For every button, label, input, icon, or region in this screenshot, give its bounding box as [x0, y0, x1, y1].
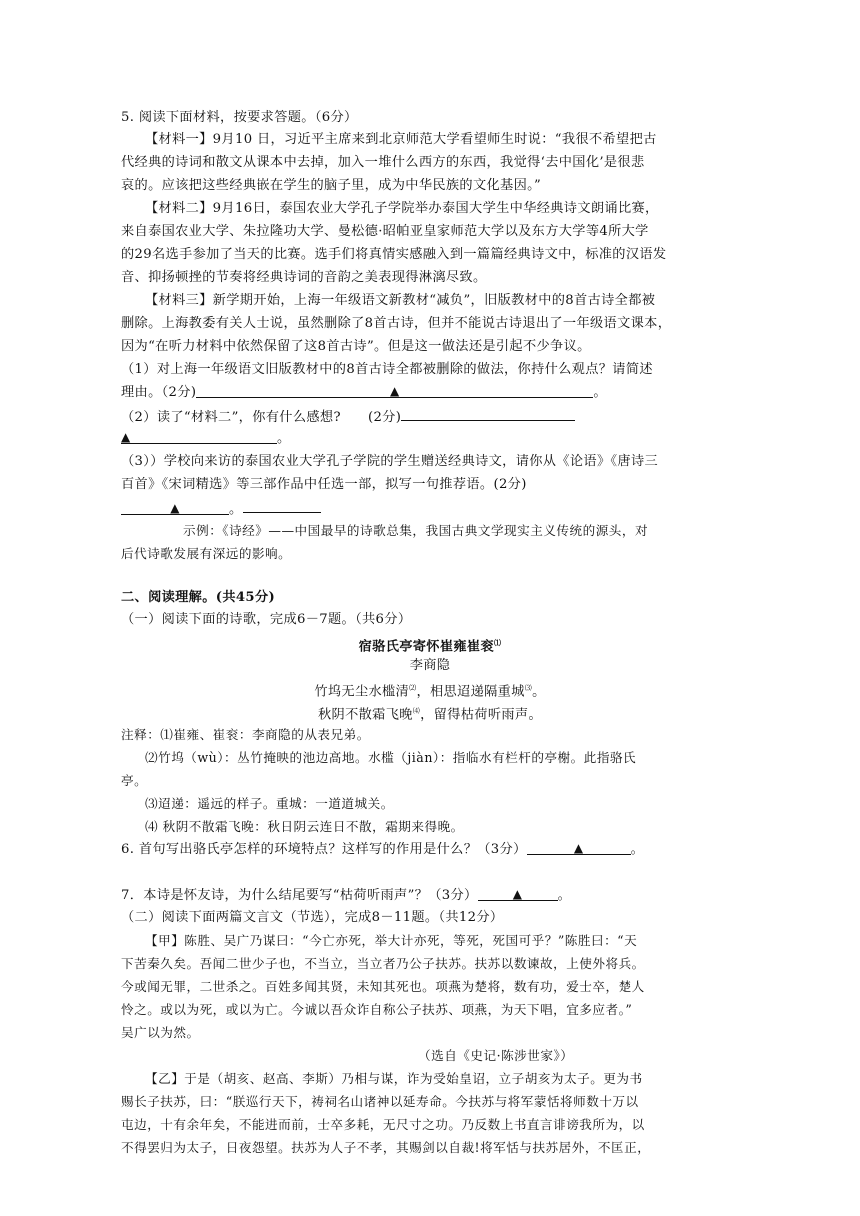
answer-blank[interactable]: [478, 886, 558, 901]
answer-blank[interactable]: [121, 500, 229, 515]
subquestion-1: （1）对上海一年级语文旧版教材中的8首古诗全都被删除的做法，你持什么观点？请简述: [121, 362, 653, 377]
answer-blank[interactable]: [243, 498, 321, 513]
answer-blank[interactable]: [401, 406, 575, 421]
material1-line: 哀的。应该把这些经典嵌在学生的脑子里，成为中华民族的文化基因。”: [121, 178, 542, 193]
passage-yi-line: 屯边，十有余年矣，不能进而前，士卒多耗，无尺寸之功。乃反数上书直言诽谤我所为，以: [121, 1117, 645, 1132]
period: 。: [593, 385, 607, 400]
passage-source: （选自《史记·陈涉世家》）: [418, 1048, 574, 1063]
subquestion-3-cont: 百首》《宋词精选》等三部作品中任选一部，拟写一句推荐语。(2分): [121, 477, 527, 492]
subquestion-3: （3））学校向来访的泰国农业大学孔子学院的学生赠送经典诗文，请你从《论语》《唐诗三: [121, 454, 659, 469]
footnote-marker: ⑵: [409, 684, 417, 692]
material2-line: 的29名选手参加了当天的比赛。选手们将真情实感融入到一篇篇经典诗文中，标准的汉语发: [121, 247, 667, 262]
passage-jia-line: 吴广以为然。: [121, 1025, 200, 1040]
material3-line: 删除。上海教委有关人士说，虽然删除了8首古诗，但并不能说古诗退出了一年级语文课本，: [121, 316, 672, 331]
footnote-marker: ⑶: [524, 684, 533, 692]
notes-line: ⑵竹坞（wù）：丛竹掩映的池边高地。水槛（jiàn）：指临水有栏杆的亭榭。此指骆氏: [145, 750, 637, 765]
answer-marker: ▲: [390, 384, 400, 398]
q5-title: 5. 阅读下面材料，按要求答题。（6分）: [121, 110, 358, 125]
subquestion-1-text: 理由。（2分): [121, 385, 197, 400]
question-6: [121, 840, 644, 859]
part2-title: （二）阅读下面两篇文言文（节选），完成8－11题。（共12分）: [121, 910, 504, 925]
notes-line: 亭。: [121, 773, 148, 788]
material3-line: 【材料三】新学期开始，上海一年级语文新教材“减负”，旧版教材中的8首古诗全都被: [145, 293, 656, 308]
poem-line: [0, 679, 860, 701]
poem-title: [0, 633, 860, 656]
question-7: [121, 886, 571, 905]
section-title: 二、阅读理解。(共45分): [121, 590, 276, 605]
material1-line: 【材料一】9月10 日，习近平主席来到北京师范大学看望师生时说：“我很不希望把古: [145, 132, 657, 147]
answer-blank[interactable]: [196, 383, 593, 398]
example-line: 示例：《诗经》——中国最早的诗歌总集，我国古典文学现实主义传统的源头，对: [183, 523, 649, 538]
answer-blank[interactable]: [527, 840, 631, 855]
footnote-marker: ⑷: [412, 707, 421, 715]
material3-line: 因为“在听力材料中依然保留了这8首古诗”。但是这一做法还是引起不少争议。: [121, 339, 591, 354]
notes-line: ⑷ 秋阴不散霜飞晚：秋日阴云连日不散，霜期来得晚。: [145, 819, 464, 834]
passage-jia-line: 今或闻无罪，二世杀之。百姓多闻其贤，未知其死也。项燕为楚将，数有功，爱士卒，楚人: [121, 979, 645, 994]
answer-marker: ▲: [170, 501, 180, 515]
answer-marker: ▲: [512, 887, 523, 901]
subquestion-2: [121, 406, 575, 427]
poem-author: 李商隐: [409, 658, 451, 673]
passage-yi-line: 不得罢归为太子，日夜怨望。扶苏为人子不孝，其赐剑以自裁!将军恬与扶苏居外，不匡正，: [121, 1140, 651, 1155]
material1-line: 代经典的诗词和散文从课本中去掉，加入一堆什么西方的东西，我觉得‘去中国化’是很悲: [121, 155, 645, 170]
footnote-marker: ⑴: [494, 638, 502, 647]
material2-line: 音、抑扬顿挫的节奏将经典诗词的音韵之美表现得淋漓尽致。: [121, 270, 487, 285]
passage-jia-line: 下苦秦久矣。吾闻二世少子也，不当立，当立者乃公子扶苏。扶苏以数谏故，上使外将兵。: [121, 956, 645, 971]
poem-line: [0, 702, 860, 724]
period: 。: [557, 888, 572, 903]
poem-text: ，相思迢递隔重城: [416, 684, 525, 700]
poem-text: ，留得枯荷听雨声。: [420, 707, 542, 723]
period: 。: [630, 842, 645, 857]
answer-marker: ▲: [121, 430, 131, 444]
subquestion-2-text: （2）读了“材料二”，你有什么感想? (2分): [121, 410, 402, 425]
period: 。: [277, 431, 291, 446]
question-6-text: 6. 首句写出骆氏亭怎样的环境特点？这样写的作用是什么？（3分）: [121, 842, 527, 857]
subquestion-2-cont: [121, 429, 291, 448]
poem-text: 竹坞无尘水槛清: [314, 684, 410, 700]
material2-line: 来自泰国农业大学、朱拉隆功大学、曼松德·昭帕亚皇家师范大学以及东方大学等4所大学: [121, 224, 649, 239]
poem-title-text: 宿骆氏亭寄怀崔雍崔衮: [358, 639, 494, 655]
passage-yi-line: 赐长子扶苏，曰：“朕巡行天下，祷祠名山诸神以延寿命。今扶苏与将军蒙恬将师数十万以: [121, 1094, 639, 1109]
question-7-text: 7．本诗是怀友诗，为什么结尾要写“枯荷听雨声”？（3分）: [121, 888, 478, 903]
answer-blank[interactable]: [121, 429, 277, 444]
subquestion-3-answer: [121, 498, 321, 519]
example-line: 后代诗歌发展有深远的影响。: [121, 546, 292, 561]
material2-line: 【材料二】9月16日，泰国农业大学孔子学院举办泰国大学生中华经典诗文朗诵比赛，: [145, 201, 659, 216]
part1-title: （一）阅读下面的诗歌，完成6－7题。（共6分）: [121, 612, 412, 627]
poem-text: 。: [532, 684, 546, 700]
period: 。: [229, 502, 243, 517]
subquestion-1-cont: [121, 383, 607, 402]
notes-line: 注释：⑴崔雍、崔衮：李商隐的从表兄弟。: [121, 727, 370, 742]
answer-marker: ▲: [573, 841, 584, 855]
passage-jia-line: 【甲】陈胜、吴广乃谋曰：“今亡亦死，举大计亦死，等死，死国可乎？”陈胜曰：“天: [145, 933, 638, 948]
poem-text: 秋阴不散霜飞晚: [318, 707, 413, 723]
passage-jia-line: 怜之。或以为死，或以为亡。今诚以吾众诈自称公子扶苏、项燕，为天下唱，宜多应者。”: [121, 1002, 633, 1017]
notes-line: ⑶迢递：遥远的样子。重城：一道道城关。: [145, 796, 394, 811]
passage-yi-line: 【乙】于是（胡亥、赵高、李斯）乃相与谋，诈为受始皇诏，立子胡亥为太子。更为书: [145, 1071, 643, 1086]
